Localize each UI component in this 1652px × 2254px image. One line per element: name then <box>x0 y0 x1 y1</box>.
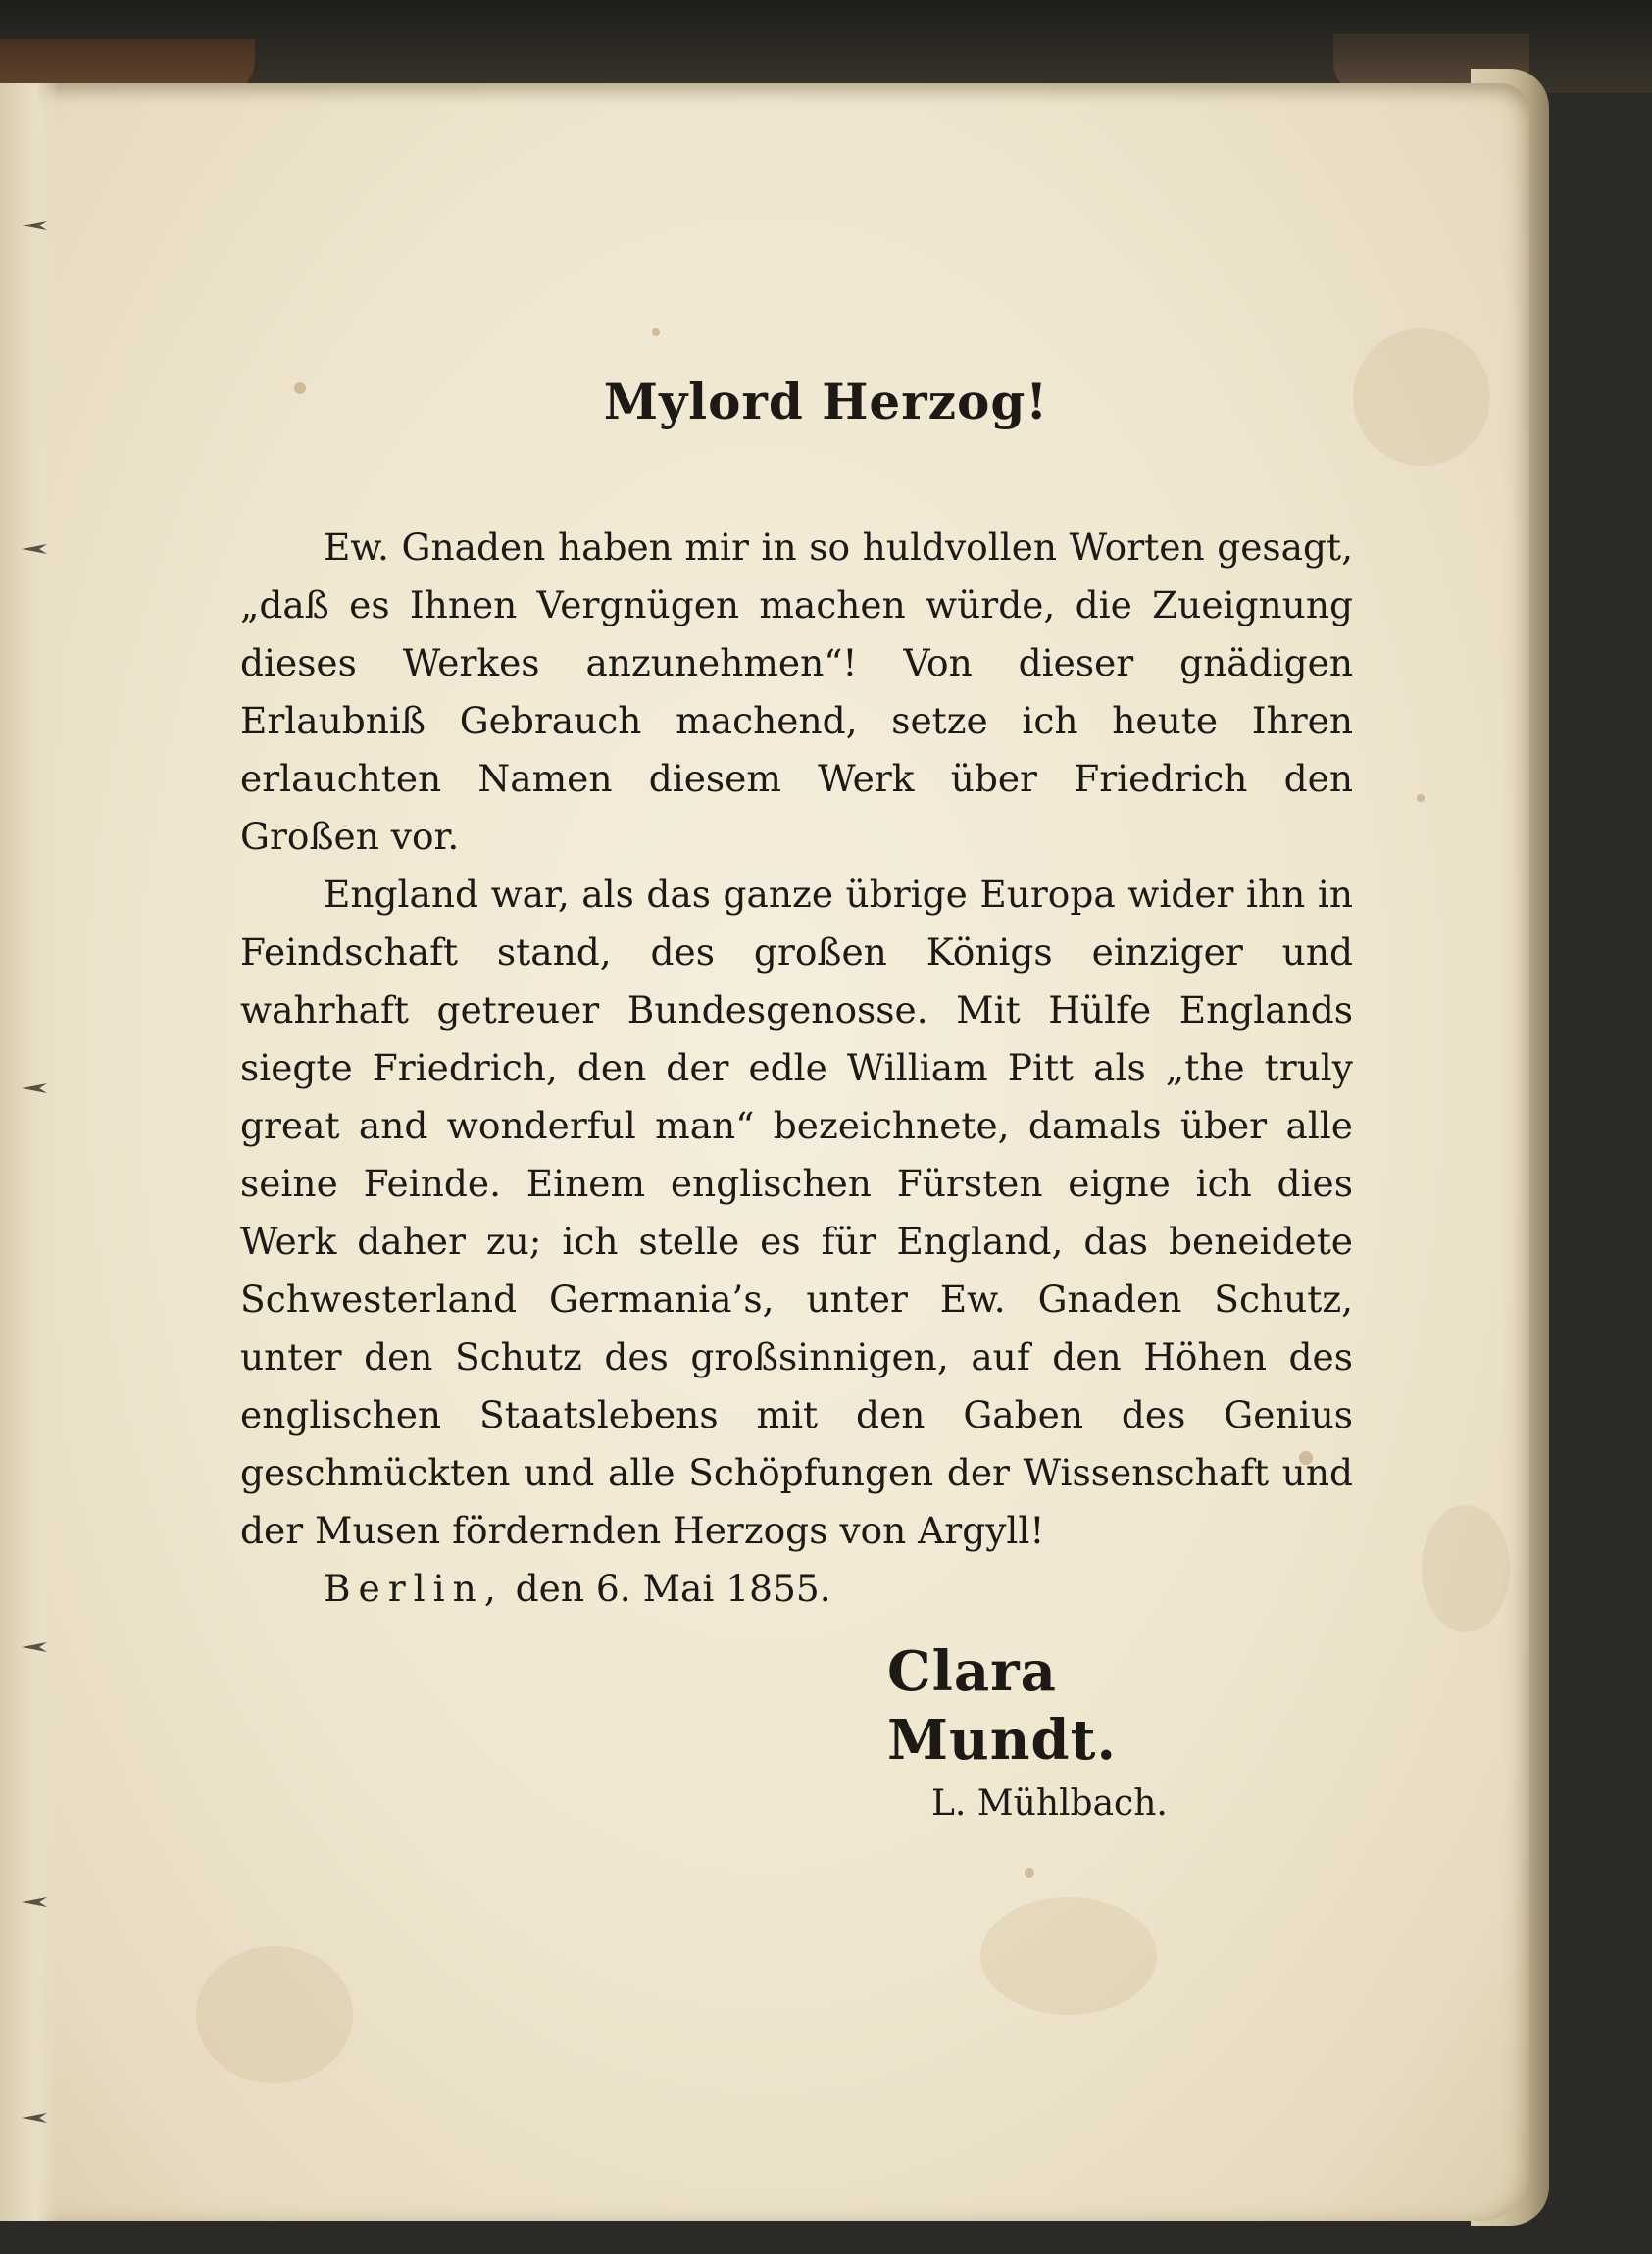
dateline-place: Berlin, <box>324 1567 504 1610</box>
stain <box>980 1897 1157 2015</box>
binding-gutter <box>0 83 59 2221</box>
foxing-spot <box>1025 1868 1034 1878</box>
paragraph-2: England war, als das ganze übrige Europa wider ihn in Feindschaft stand, des großen Königs einziger und wahrhaft getreuer Bundesgenosse. Mit Hülfe Englands siegte Friedrich, den der edle William Pitt als „the truly great and wonderful man“ bezeichnete, damals über alle seine Feinde. Einem englischen Fürsten eigne ich dies Werk daher zu; ich stelle es für England, das beneidete Schwesterland Germania’s, unter Ew. Gnaden Schutz, unter den Schutz des großsinnigen, auf den Höhen des englischen Staatslebens mit den Gaben des Genius geschmückten und alle Schöpfungen der Wissenschaft und der Musen fördernden Herzogs von Argyll! <box>240 873 1353 1552</box>
signature-name: Clara Mundt. <box>887 1639 1117 1773</box>
dateline-date: den 6. Mai 1855. <box>515 1567 831 1610</box>
stain <box>1422 1505 1510 1632</box>
dedication-heading: Mylord Herzog! <box>603 373 1049 430</box>
foxing-spot <box>652 328 660 336</box>
dedication-text <box>240 373 1353 1618</box>
foxing-spot <box>1417 794 1425 802</box>
signature-block <box>887 1637 1260 1833</box>
stain <box>1353 328 1490 466</box>
signature-pseudonym: L. Mühlbach. <box>931 1783 1168 1824</box>
stain <box>196 1946 353 2083</box>
paragraph-1: Ew. Gnaden haben mir in so huldvollen Worten gesagt, „daß es Ihnen Vergnügen machen würde, die Zueignung dieses Werkes anzunehmen“! Von dieser gnädigen Erlaubniß Gebrauch machend, setze ich heute Ihren erlauchten Namen diesem Werk über Friedrich den Großen vor. <box>240 526 1353 858</box>
dateline <box>240 1560 1353 1618</box>
